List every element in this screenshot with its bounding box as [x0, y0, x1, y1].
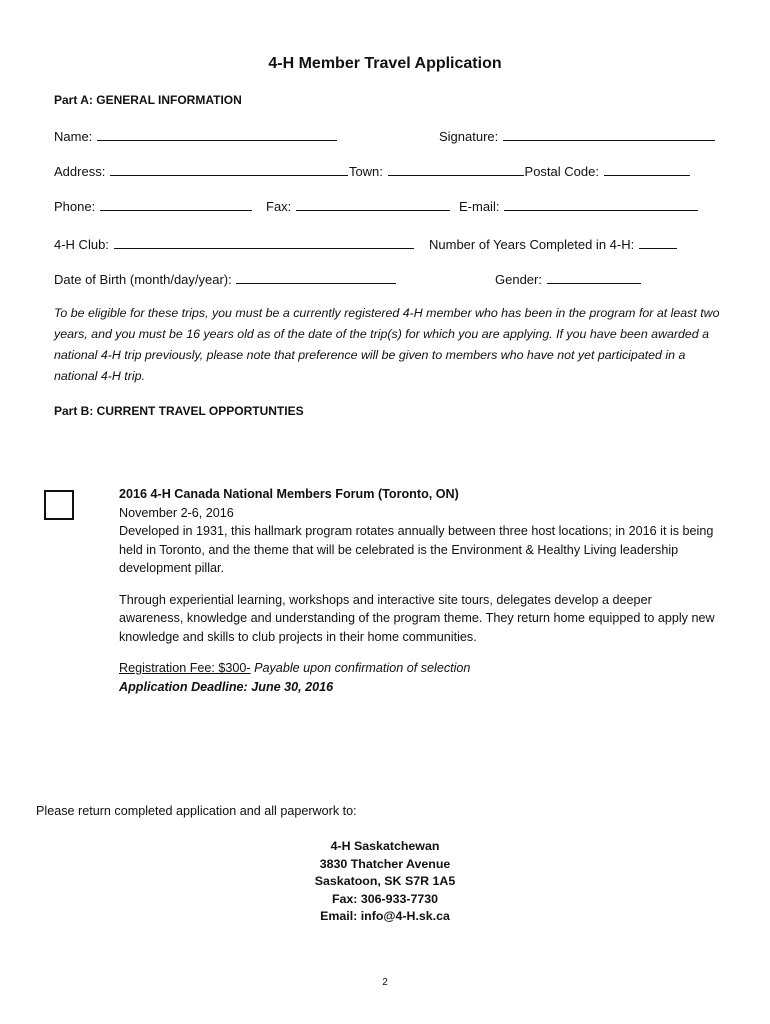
street-address: 3830 Thatcher Avenue	[319, 856, 451, 871]
fax-number: Fax: 306-933-7730	[331, 891, 439, 906]
signature-label: Signature:	[439, 129, 499, 144]
club-row	[54, 234, 415, 252]
city-postal: Saskatoon, SK S7R 1A5	[314, 874, 456, 889]
town-label: Town:	[348, 164, 383, 179]
name-field[interactable]	[97, 126, 337, 141]
phone-label: Phone:	[54, 199, 96, 214]
email-label: E-mail:	[459, 199, 500, 214]
application-deadline: Application Deadline: June 30, 2016	[119, 679, 334, 694]
org-name: 4-H Saskatchewan	[330, 839, 440, 853]
fax-label: Fax:	[266, 199, 292, 214]
dob-label: Date of Birth (month/day/year):	[54, 272, 232, 287]
address-label: Address:	[54, 164, 106, 179]
return-instructions: Please return completed application and all paperwork to:	[36, 804, 357, 818]
fee-label: Registration Fee: $300-	[119, 661, 251, 675]
years-label: Number of Years Completed in 4-H:	[429, 237, 635, 252]
name-label: Name:	[54, 129, 93, 144]
opportunity-details: Through experiential learning, workshops and interactive site tours, delegates develop a deeper awareness, knowledge and understanding of the program theme. They return home equipped to apply new knowledge and skills to club projects in their home communities.	[119, 592, 715, 644]
town-field[interactable]	[388, 161, 524, 176]
signature-row	[439, 126, 716, 144]
fax-field[interactable]	[296, 196, 450, 211]
address-field[interactable]	[110, 161, 348, 176]
address-row	[54, 161, 691, 179]
opportunity-block	[119, 485, 719, 696]
phone-field[interactable]	[100, 196, 252, 211]
club-label: 4-H Club:	[54, 237, 109, 252]
page-title: 4-H Member Travel Application	[268, 55, 502, 72]
fax-row	[266, 196, 451, 214]
opportunity-title: 2016 4-H Canada National Members Forum (Toronto, ON)	[119, 487, 459, 501]
years-field[interactable]	[639, 234, 677, 249]
club-field[interactable]	[114, 234, 414, 249]
postal-code-field[interactable]	[604, 161, 690, 176]
mailing-address	[0, 838, 770, 926]
postal-code-label: Postal Code:	[524, 164, 599, 179]
gender-label: Gender:	[495, 272, 542, 287]
name-row	[54, 126, 338, 144]
dob-row	[54, 269, 397, 287]
page-number: 2	[382, 977, 388, 988]
opportunity-dates: November 2-6, 2016	[119, 505, 234, 520]
fee-note: Payable upon confirmation of selection	[250, 661, 471, 675]
forum-checkbox[interactable]	[44, 490, 74, 520]
signature-field[interactable]	[503, 126, 715, 141]
email-field[interactable]	[504, 196, 698, 211]
phone-row	[54, 196, 253, 214]
years-row	[429, 234, 678, 252]
gender-field[interactable]	[547, 269, 641, 284]
opportunity-description: Developed in 1931, this hallmark program rotates annually between three host locations; in 2016 it is being held in Toronto, and the theme that will be celebrated is the Environment & Healthy Living leadership development pillar.	[119, 524, 714, 575]
eligibility-note: To be eligible for these trips, you must be a currently registered 4-H member who has been in the program for at least two years, and you must be 16 years old as of the date of the trip(s) for which you are applying. If you have been awarded a national 4-H trip previously, please note that preference will be given to members who have not yet participated in a national 4-H trip.	[54, 306, 720, 383]
dob-field[interactable]	[236, 269, 396, 284]
registration-fee	[119, 659, 719, 678]
part-a-heading: Part A: GENERAL INFORMATION	[54, 93, 242, 107]
email-row	[459, 196, 699, 214]
gender-row	[495, 269, 642, 287]
email-address: Email: info@4-H.sk.ca	[320, 909, 450, 924]
part-b-heading: Part B: CURRENT TRAVEL OPPORTUNTIES	[54, 404, 304, 418]
